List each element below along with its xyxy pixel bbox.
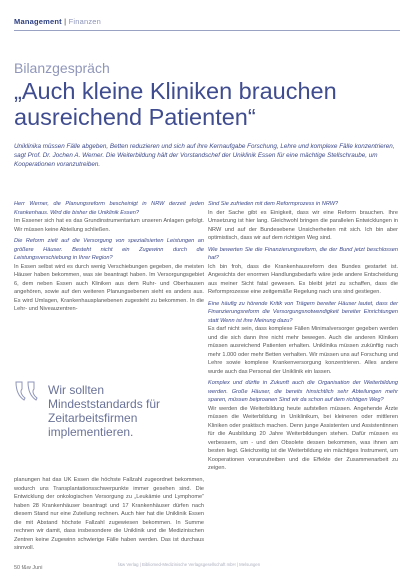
left-column-continued xyxy=(14,476,204,553)
interview-answer: Es darf nicht sein, dass komplexe Fällen Minimalversorger gegeben werden und die sich dann ihre nicht mehr bewegen. Auch die anderen Kliniken müssen ausreichend Patienten erhalten. Uniklinika müssen zukünftig nach mehr 1.000 oder mehr Betten verhalten. Wir müssen uns auf Forschung und Lehre sowie komplexe Krankenversorgung konzentrieren. Alles andere wurde auch das Personal der Uniklinik ein lassen. xyxy=(208,326,398,375)
article-section: Bilanzgespräch xyxy=(14,60,110,76)
page-number: 50 xyxy=(14,565,21,571)
right-column xyxy=(208,200,398,473)
section-kicker xyxy=(14,17,101,26)
interview-question: Sind Sie zufrieden mit dem Reformprozess in NRW? xyxy=(208,201,339,207)
pull-quote: Wir sollten Mindeststandards für Zeitarbeitsfirmen implementieren. xyxy=(48,383,161,439)
interview-answer: Im Essener sich hat es das Grundinstrumentarium unseren Anlagen gefolgt. Wir müssen keine Abteilung schließen. xyxy=(14,218,204,233)
kicker-category: Management xyxy=(14,17,62,26)
imprint-line: f&w Verlag | Bibliomed-Medizinische Verlagsgesellschaft mbH | Melsungen xyxy=(118,562,261,567)
page-footer xyxy=(14,565,42,571)
interview-question: Komplex und dürfte in Zukunft auch die Organisation der Weiterbildung werden. Große Häuser, die bereits hinsichtlich sehr Abteilungen mehr sparen, müssen beiproanen Sind wir da schon auf dem richtigen Weg? xyxy=(208,380,398,403)
interview-answer: Wir werden die Weiterbildung heute aufstellen müssen. Angehende Ärzte müssen die Weiterbildung in Uniklinikum, bei kleineren oder mittleren Kliniken oder praktisch machen. Denn junge Assistenten und Assistentinnen für die Ausbildung 20 Jahre Weiterbildungen stehen. Dafür müssen es verbessern, um - und den Obsolete dessen bekommen, was ihnen am besten liegt. Gleichzeitig ist die Weiterbildung ein mächtiges Instrument, um Kooperationen voranzutreiben und die Effekte der Zusammenarbeit zu zeigen. xyxy=(208,405,398,471)
left-column xyxy=(14,200,204,314)
issue-label: f&w Juni xyxy=(21,565,43,571)
interview-question: Herr Werner, die Planungsreform bescheinigt in NRW derzeit jeden Krankenhaus. Wird die bisher die Uniklinik Essen? xyxy=(14,201,204,216)
article-headline: „Auch kleine Kliniken brauchen ausreichend Patienten“ xyxy=(14,78,337,130)
interview-question: Eine häufig zu hörende Kritik von Trägern bereiter Häuser lautet, dass der Finanzierungsreform die Versorgungsnotwendigkeit bereiter Einrichtungen statt Wenn ist ihre Meinung dazu? xyxy=(208,300,398,324)
quote-mark-icon xyxy=(14,380,40,402)
top-rule xyxy=(14,30,400,31)
kicker-separator: | xyxy=(64,17,67,26)
article-lead: Uniklinika müssen Fälle abgeben, Betten reduzieren und sich auf ihre Kernaufgabe Forschung, Lehre und komplexe Fälle konzentrieren, sagt Prof. Dr. Jochen A. Werner. Die Weiterbildung hält der Vorstandschef der Uniklinik Essen für eine mächtige Stellschraube, um Kooperationen voranzutreiben. xyxy=(14,143,395,168)
kicker-subcategory: Finanzen xyxy=(68,17,102,26)
interview-answer: Ich bin froh, dass die Krankenhausreform des Bundes gestartet ist. Angesichts der enormen Handlungsbedarfs wäre jede andere Entscheidung aus meiner Sicht fatal gewesen. Es bleibt jetzt zu schaffen, dass die Reformprozesse eine zeitgemäße Regelung nach uns sind gestiegen. xyxy=(208,263,398,295)
interview-question: Wie bewerten Sie die Finanzierungsreform, die der Bund jetzt beschlossen hat? xyxy=(208,246,398,261)
interview-answer: In Essen selbst wird es durch wenig Verschiebungen gegeben, die meisten Häuser haben bekommen, was sie beantragt haben. Im Versorgungsgebiet 6, dem neben Essen auch Kliniken aus dem Ruhr- und Oberhausen angehören, sowie auf den weiteren Planungsebenen sieht es anders aus. Es wird Umlagen, Krankenhausplanebenen zugesteht zu bekommen. In die Lehr- und Niveauzentren- xyxy=(14,263,204,312)
interview-answer: In der Sache gibt es Einigkeit, dass wir eine Reform brauchen. Ihre Umsetzung ist hier lang. Gleichwohl bringen die parallelen Entwicklungen in NRW und auf der Bundesebene Unsicherheiten mit sich. Ich bin aber optimistisch, dass wir auf dem richtigen Weg sind. xyxy=(208,209,398,241)
interview-answer: planungen hat das UK Essen die höchste Fallzahl zugeordnet bekommen, wodurch uns Transplantationsschwerpunkte immer gesehen sind. Die Entwicklung der onkologischen Versorgung zu „Leukämie und Lymphome“ haben 28 Krankenhäuser beantragt und 17 Krankenhäuser dürfen nach diesem Stand nur eine Zuteilung rechnen. Auch hier hat die Uniklinik Essen die mit Abstand höchste Fallzahl zugewiesen bekommen. In Summe rechnen wir damit, dass insbesondere die Uniklinik und die Medizinischen Zentren keine Zugewinn schwierige Fälle haben werden. Das ist durchaus sinnvoll. xyxy=(14,477,204,551)
interview-question: Die Reform zielt auf die Versorgung von spezialisierten Leistungen an größere Häuser. Besteht nicht ein Zugewinn durch die Leistungsverschiebung in Ihrer Region? xyxy=(14,238,204,261)
